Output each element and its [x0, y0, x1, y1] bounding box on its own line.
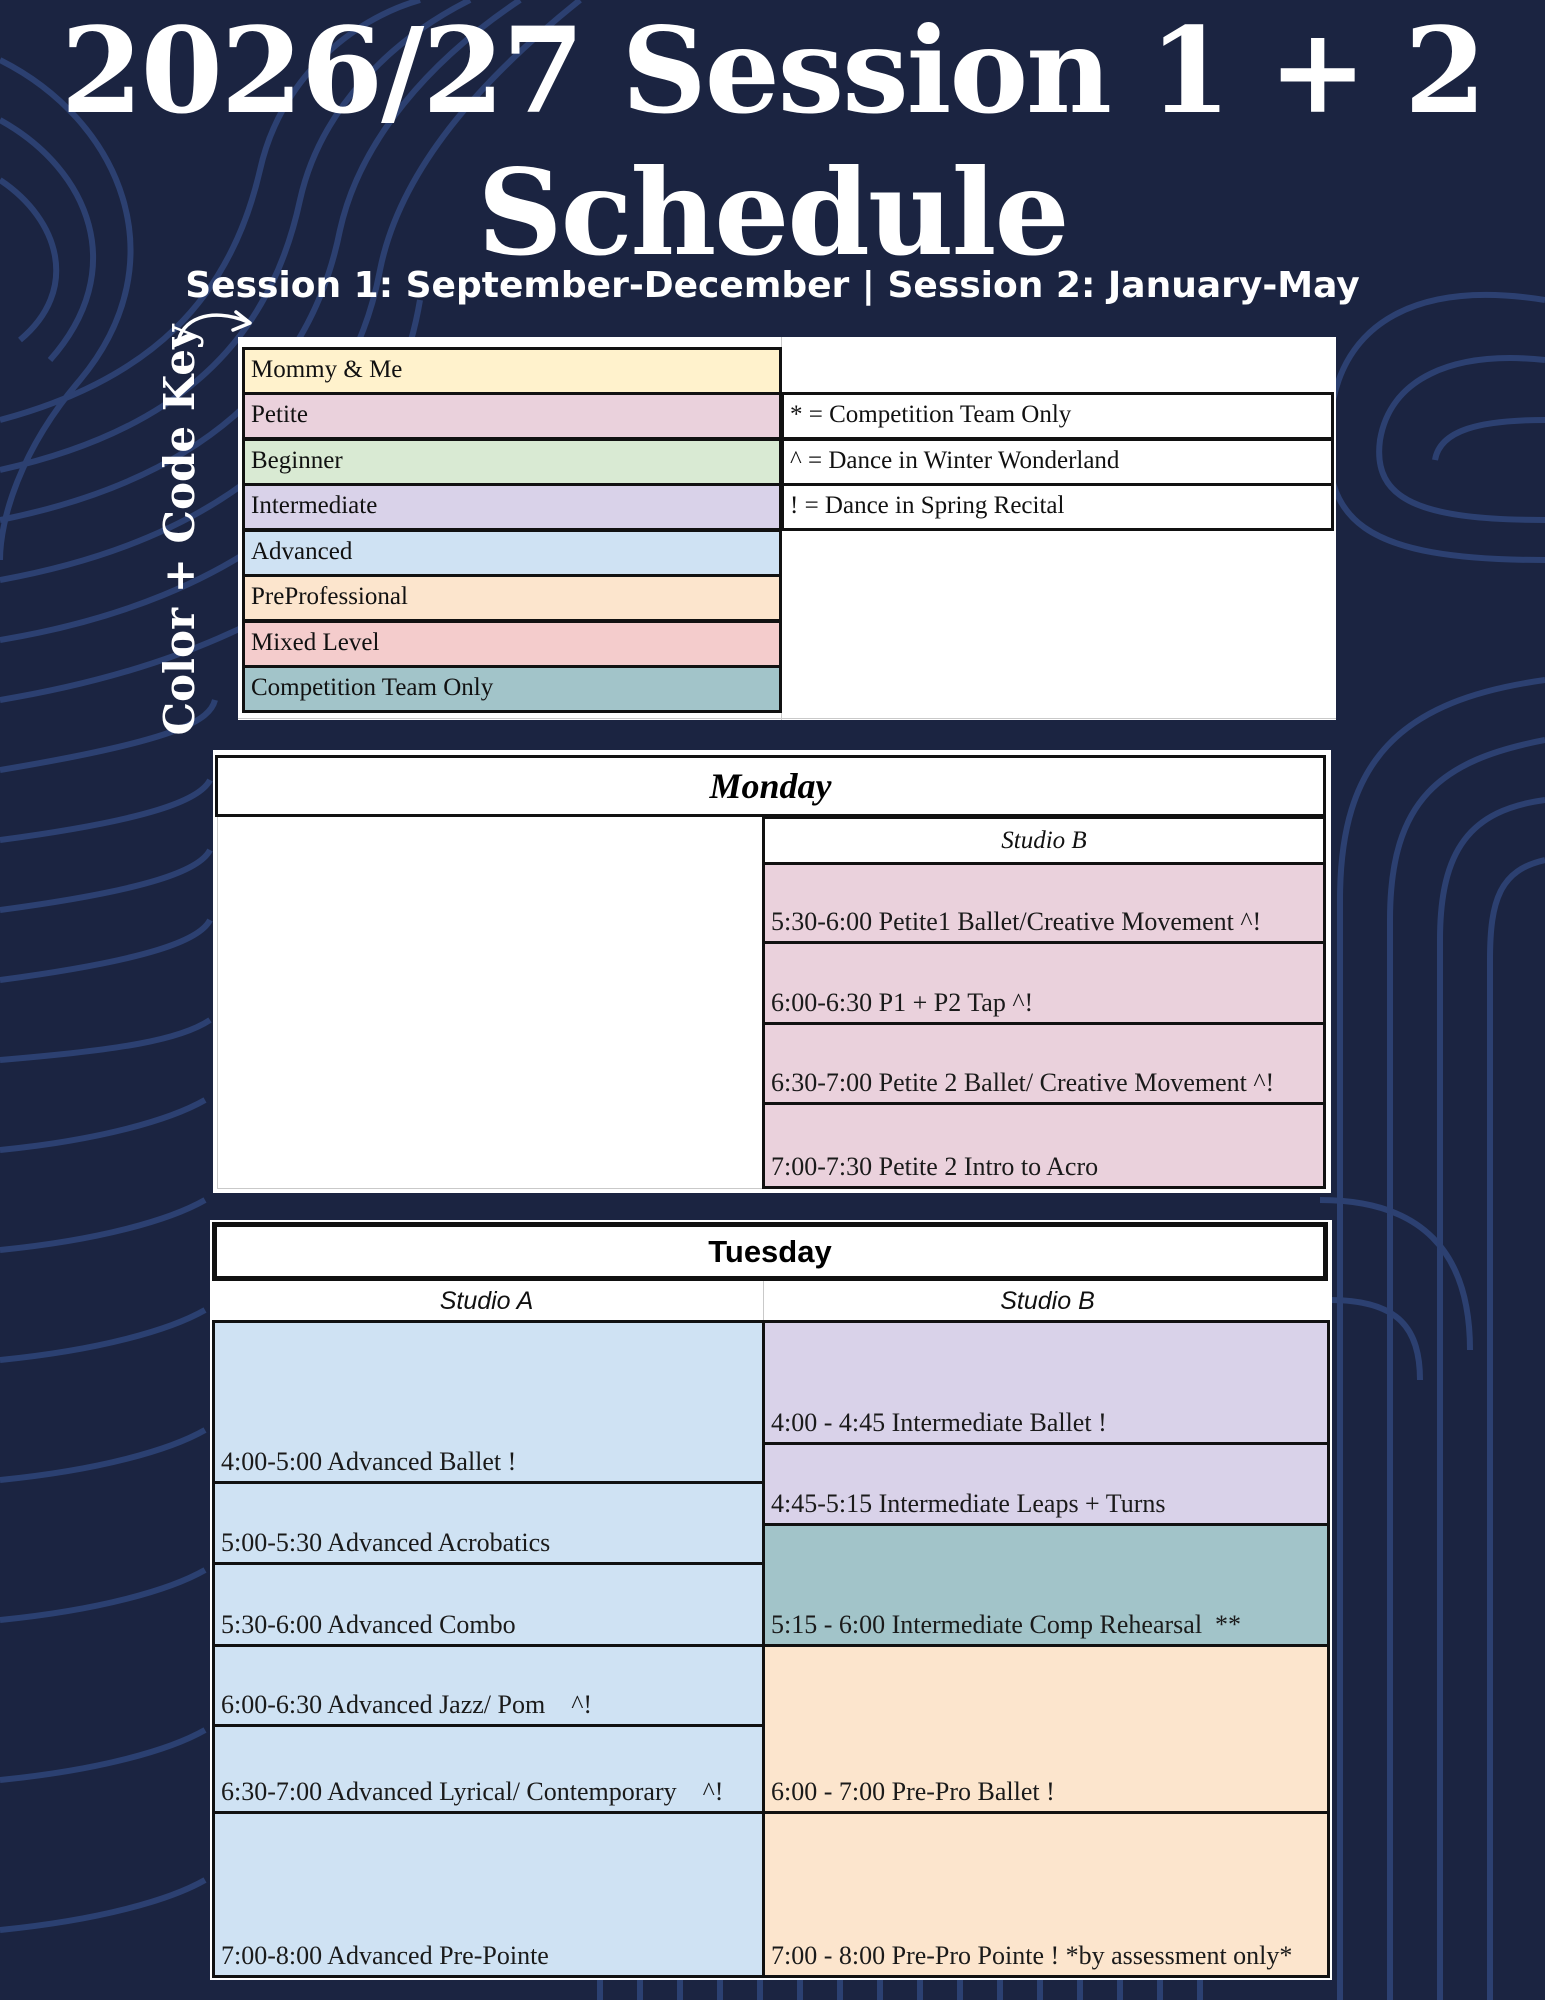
- tuesday-studio-b-class-slot: 6:00 - 7:00 Pre-Pro Ballet !: [762, 1644, 1330, 1814]
- code-spring-recital: ! = Dance in Spring Recital: [781, 483, 1334, 531]
- key-mixed-level: Mixed Level: [242, 620, 782, 668]
- monday-class-slot: 5:30-6:00 Petite1 Ballet/Creative Movement ^!: [762, 862, 1326, 944]
- code-winter-wonderland: ^ = Dance in Winter Wonderland: [781, 438, 1334, 486]
- tuesday-header: Tuesday: [212, 1222, 1328, 1281]
- key-mommy-and-me: Mommy & Me: [242, 347, 782, 395]
- code-competition-team: * = Competition Team Only: [781, 392, 1334, 440]
- monday-schedule: [213, 750, 1331, 1193]
- tuesday-studio-b-header: Studio B: [1000, 1287, 1095, 1315]
- tuesday-studio-a-class-slot: 4:00-5:00 Advanced Ballet !: [212, 1320, 765, 1484]
- monday-class-slot: 6:30-7:00 Petite 2 Ballet/ Creative Movement ^!: [762, 1022, 1326, 1105]
- color-code-key-table: [238, 337, 1336, 720]
- session-subtitle: Session 1: September-December | Session 2: January-May: [185, 265, 1360, 306]
- tuesday-studio-a-class-slot: 5:00-5:30 Advanced Acrobatics: [212, 1481, 765, 1565]
- key-beginner: Beginner: [242, 438, 782, 486]
- tuesday-studio-a-class-slot: 6:00-6:30 Advanced Jazz/ Pom ^!: [212, 1644, 765, 1727]
- tuesday-studio-b-class-slot: 4:45-5:15 Intermediate Leaps + Turns: [762, 1442, 1330, 1526]
- tuesday-studio-a-class-slot: 5:30-6:00 Advanced Combo: [212, 1562, 765, 1647]
- grid-line: [238, 718, 1336, 719]
- key-advanced: Advanced: [242, 529, 782, 577]
- key-intermediate: Intermediate: [242, 483, 782, 531]
- page-title: [0, 0, 1545, 284]
- tuesday-studio-b-class-slot: 4:00 - 4:45 Intermediate Ballet !: [762, 1320, 1330, 1445]
- tuesday-schedule: [210, 1220, 1332, 1980]
- title-line-1: 2026/27 Session 1 + 2: [60, 1, 1485, 140]
- tuesday-studio-b-class-slot: 7:00 - 8:00 Pre-Pro Pointe ! *by assessment only*: [762, 1811, 1330, 1978]
- grid-line: [217, 817, 218, 1189]
- monday-class-slot: 6:00-6:30 P1 + P2 Tap ^!: [762, 941, 1326, 1025]
- key-competition-team-only: Competition Team Only: [242, 665, 782, 713]
- color-code-key-label: Color + Code Key: [155, 324, 204, 736]
- tuesday-studio-a-class-slot: 6:30-7:00 Advanced Lyrical/ Contemporary ^!: [212, 1724, 765, 1814]
- grid-line: [217, 1188, 767, 1189]
- title-line-2: Schedule: [477, 143, 1068, 282]
- key-preprofessional: PreProfessional: [242, 574, 782, 622]
- tuesday-studio-b-class-slot: 5:15 - 6:00 Intermediate Comp Rehearsal **: [762, 1523, 1330, 1647]
- tuesday-studio-a-header: Studio A: [439, 1287, 534, 1315]
- monday-class-slot: 7:00-7:30 Petite 2 Intro to Acro: [762, 1102, 1326, 1189]
- key-petite: Petite: [242, 392, 782, 440]
- tuesday-studio-a-class-slot: 7:00-8:00 Advanced Pre-Pointe: [212, 1811, 765, 1978]
- monday-studio-b-header: Studio B: [762, 816, 1326, 865]
- monday-header: Monday: [215, 755, 1326, 817]
